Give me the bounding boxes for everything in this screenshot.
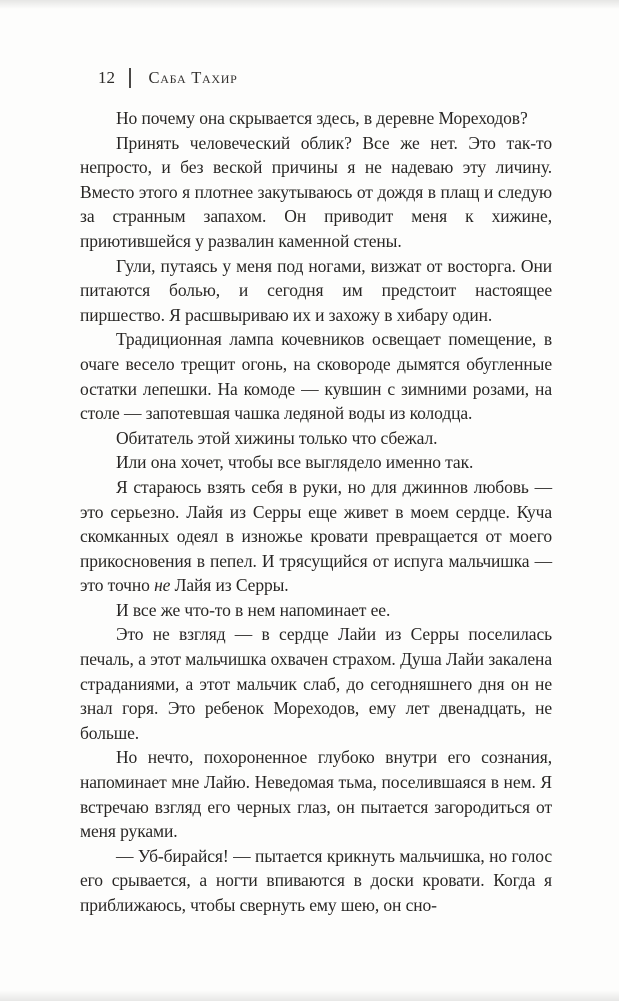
text-segment: Традиционная лампа кочевников освещает помещение, в очаге весело трещит огонь, на сковороде дымятся обугленные остатки лепешки. На комоде — кувшин с зимними розами, на столе — запотевшая чашка ледяной воды из колодца. (80, 329, 552, 424)
body-text (80, 106, 552, 918)
paragraph (80, 745, 552, 843)
italic-text: не (154, 575, 171, 596)
paragraph (80, 426, 552, 451)
text-segment: Я стараюсь взять себя в руки, но для джиннов любовь — это серьезно. Лайя из Серры еще живет в моем сердце. Куча скомканных одеял в изножье кровати превращается от моего прикосновения в пепел. И трясущийся от испуга мальчишка — это точно (80, 476, 552, 596)
text-segment: Обитатель этой хижины только что сбежал. (116, 427, 438, 448)
page-edge-bottom (0, 990, 619, 1001)
page-number: 12 (98, 68, 115, 87)
author-name: Саба Тахир (148, 68, 238, 87)
paragraph (80, 106, 552, 131)
text-segment: Или она хочет, чтобы все выглядело именно так. (116, 452, 474, 473)
paragraph (80, 254, 552, 328)
paragraph (80, 598, 552, 623)
paragraph (80, 450, 552, 475)
paragraph (80, 844, 552, 918)
text-segment: Но нечто, похороненное глубоко внутри его сознания, напоминает мне Лайю. Неведомая тьма, поселившаяся в нем. Я встречаю взгляд его черных глаз, он пытается загородиться от меня руками. (80, 747, 552, 842)
text-segment: Принять человеческий облик? Все же нет. Это так-то непросто, и без веской причины я не надеваю эту личину. Вместо этого я плотнее закутываюсь от дождя в плащ и следую за странным запахом. Он приводит меня к хижине, приютившейся у развалин каменной стены. (80, 132, 552, 251)
text-segment: — Уб-бирайся! — пытается крикнуть мальчишка, но голос его срывается, а ногти впиваются в доски кровати. Когда я приближаюсь, чтобы свернуть ему шею, он сно- (80, 845, 552, 915)
text-segment: Это не взгляд — в сердце Лайи из Серры поселилась печаль, а этот мальчишка охвачен страхом. Душа Лайи закалена страданиями, а этот мальчик слаб, до сегодняшнего дня он не знал горя. Это ребенок Мореходов, ему лет двенадцать, не больше. (80, 624, 552, 743)
paragraph (80, 475, 552, 598)
text-segment: Но почему она скрывается здесь, в деревне Мореходов? (116, 108, 528, 128)
text-segment: Гули, путаясь у меня под ногами, визжат от восторга. Они питаются болью, и сегодня им предстоит настоящее пиршество. Я расшвыриваю их и захожу в хибару один. (80, 255, 552, 325)
paragraph (80, 622, 552, 745)
page-edge-top (0, 0, 619, 9)
running-header (98, 68, 237, 88)
text-segment: Лайя из Серры. (170, 575, 289, 596)
text-segment: И все же что-то в нем напоминает ее. (116, 599, 391, 620)
paragraph (80, 327, 552, 425)
paragraph (80, 131, 552, 254)
header-divider (129, 68, 131, 88)
